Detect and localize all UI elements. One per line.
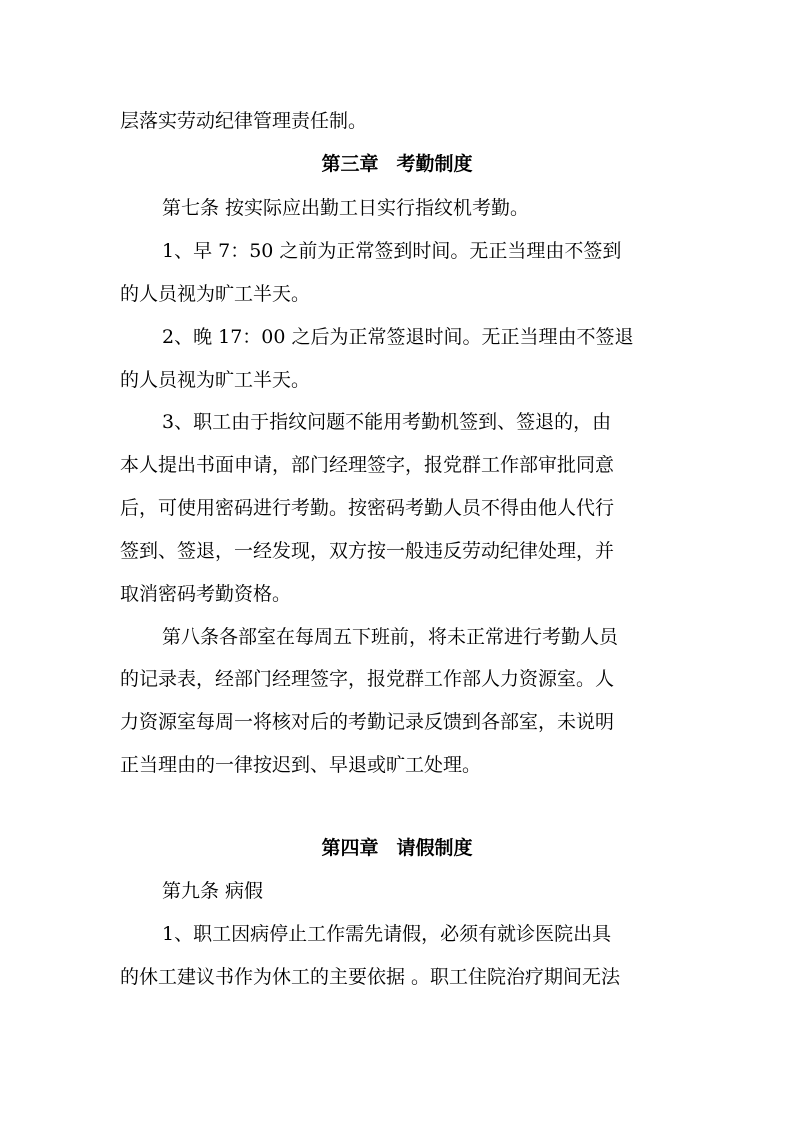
paragraph-line: 后，可使用密码进行考勤。按密码考勤人员不得由他人代行 bbox=[120, 497, 615, 519]
paragraph-line: 的人员视为旷工半天。 bbox=[120, 369, 311, 391]
paragraph-line: 1、职工因病停止工作需先请假，必须有就诊医院出具 bbox=[162, 923, 612, 945]
paragraph-line: 正当理由的一律按迟到、早退或旷工处理。 bbox=[120, 754, 482, 776]
paragraph-line: 的人员视为旷工半天。 bbox=[120, 283, 311, 305]
chapter-title: 考勤制度 bbox=[396, 153, 473, 175]
article-line: 第七条 按实际应出勤工日实行指纹机考勤。 bbox=[162, 197, 530, 219]
paragraph-line: 取消密码考勤资格。 bbox=[120, 583, 292, 605]
paragraph-line: 本人提出书面申请，部门经理签字，报党群工作部审批同意 bbox=[120, 454, 615, 476]
chapter-number: 第三章 bbox=[321, 153, 379, 175]
chapter-title: 请假制度 bbox=[396, 837, 473, 859]
article-line: 第九条 病假 bbox=[162, 880, 264, 902]
chapter-heading bbox=[0, 151, 794, 177]
paragraph-line: 签到、签退，一经发现，双方按一般违反劳动纪律处理，并 bbox=[120, 540, 615, 562]
paragraph-line: 1、早 7：50 之前为正常签到时间。无正当理由不签到 bbox=[162, 240, 622, 262]
article-line: 第八条各部室在每周五下班前，将未正常进行考勤人员 bbox=[162, 626, 619, 648]
paragraph-line: 力资源室每周一将核对后的考勤记录反馈到各部室，未说明 bbox=[120, 711, 615, 733]
paragraph-line: 的休工建议书作为休工的主要依据 。职工住院治疗期间无法 bbox=[120, 966, 621, 988]
paragraph-line: 层落实劳动纪律管理责任制。 bbox=[120, 110, 368, 132]
paragraph-line: 的记录表，经部门经理签字，报党群工作部人力资源室。人 bbox=[120, 668, 615, 690]
paragraph-line: 2、晚 17：00 之后为正常签退时间。无正当理由不签退 bbox=[162, 326, 634, 348]
chapter-heading bbox=[0, 835, 794, 861]
chapter-number: 第四章 bbox=[321, 837, 379, 859]
paragraph-line: 3、职工由于指纹问题不能用考勤机签到、签退的，由 bbox=[162, 411, 612, 433]
